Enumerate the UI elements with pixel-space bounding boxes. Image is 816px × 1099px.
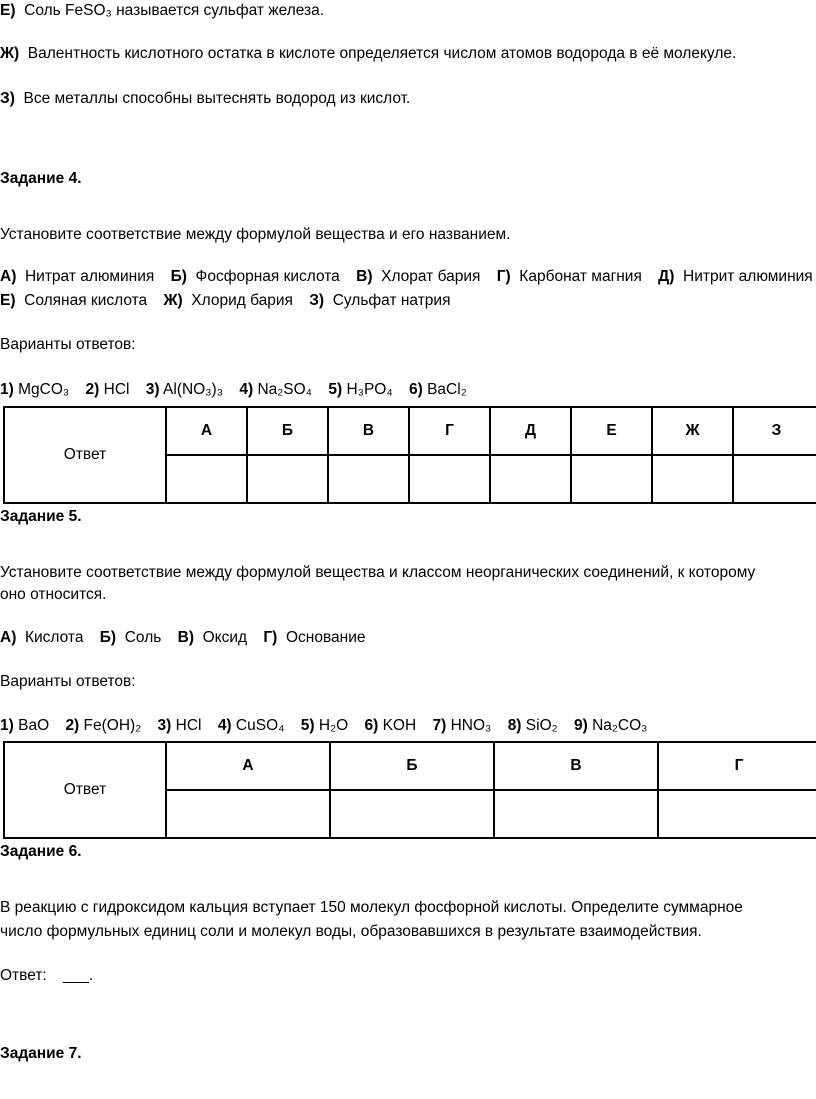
option-text: Сульфат натрия [332, 292, 451, 309]
column-header: Б [247, 407, 328, 455]
answer-cell[interactable] [330, 790, 494, 838]
option-number: 1) [0, 717, 14, 734]
column-header: В [328, 407, 409, 455]
answer-cell[interactable] [733, 455, 816, 503]
option-number: 5) [300, 717, 315, 734]
option-number: 4) [217, 717, 232, 734]
option-number: 6) [408, 381, 423, 398]
column-header: Ж [652, 407, 733, 455]
task4-prompt: Установите соответствие между формулой вещества и его названием. [0, 226, 511, 243]
option-formula: KOH [382, 717, 417, 734]
task5-options [0, 716, 647, 736]
option-number: 2) [65, 717, 80, 734]
option-number: 2) [85, 381, 100, 398]
statement-e [0, 1, 324, 21]
statement-label: З) [0, 90, 15, 107]
statement-text: Все металлы способны вытеснять водород из кислот. [23, 90, 411, 107]
task4-variants-label: Варианты ответов: [0, 336, 136, 353]
answer-cell[interactable] [166, 790, 330, 838]
task4-options [0, 380, 467, 400]
option-number: 1) [0, 381, 14, 398]
option-formula: HCl [175, 717, 202, 734]
column-header: Д [490, 407, 571, 455]
option-formula: H₃PO₄ [346, 381, 393, 398]
option-text: Фосфорная кислота [195, 268, 340, 285]
statement-label: Ж) [0, 45, 20, 62]
answer-cell[interactable] [494, 790, 658, 838]
option-text: Карбонат магния [519, 268, 642, 285]
answer-cell[interactable] [652, 455, 733, 503]
option-formula: H₂O [318, 717, 349, 734]
column-header: Е [571, 407, 652, 455]
option-number: 9) [573, 717, 588, 734]
task5-classes [0, 628, 365, 648]
option-formula: Na₂SO₄ [257, 381, 313, 398]
option-label: Г) [496, 268, 511, 285]
option-formula: HCl [103, 381, 130, 398]
option-text: Оксид [202, 629, 248, 646]
task5-prompt-line1: Установите соответствие между формулой вещества и классом неорганических соединений, к которому [0, 564, 756, 581]
option-label: В) [177, 629, 194, 646]
answer-cell[interactable] [247, 455, 328, 503]
option-label: В) [356, 268, 373, 285]
task5-prompt-line2: оно относится. [0, 586, 107, 603]
option-formula: CuSO₄ [235, 717, 285, 734]
statement-zh [0, 44, 736, 64]
task4-names-line1 [0, 267, 813, 287]
option-number: 8) [507, 717, 522, 734]
column-header: А [166, 407, 247, 455]
option-number: 3) [145, 381, 160, 398]
option-number: 4) [239, 381, 254, 398]
column-header: Б [330, 742, 494, 790]
task4-answer-table [3, 406, 816, 504]
task5-answer-table [3, 741, 816, 839]
option-text: Основание [285, 629, 366, 646]
option-label: Ж) [163, 292, 183, 309]
option-formula: BaCl₂ [427, 381, 467, 398]
task6-answer [0, 966, 93, 986]
option-label: Б) [170, 268, 187, 285]
statement-text: Соль FeSO₃ называется сульфат железа. [24, 2, 325, 19]
option-label: Д) [658, 268, 675, 285]
task4-names-line2 [0, 291, 450, 311]
option-formula: BaO [18, 717, 50, 734]
task6-text-line1: В реакцию с гидроксидом кальция вступает 150 молекул фосфорной кислоты. Определите суммарное [0, 899, 743, 916]
option-label: Г) [263, 629, 278, 646]
statement-z [0, 89, 410, 109]
option-label: З) [309, 292, 325, 309]
answer-cell[interactable] [571, 455, 652, 503]
task6-title: Задание 6. [0, 843, 82, 860]
option-text: Хлорид бария [191, 292, 293, 309]
answer-cell[interactable] [409, 455, 490, 503]
option-number: 5) [328, 381, 343, 398]
option-formula: Al(NO₃)₃ [163, 381, 224, 398]
task6-text-line2: число формульных единиц соли и молекул воды, образовавшихся в результате взаимодействия. [0, 923, 702, 940]
option-number: 3) [157, 717, 172, 734]
answer-cell[interactable] [166, 455, 247, 503]
answer-label: Ответ: [0, 967, 47, 984]
answer-row-label: Ответ [4, 407, 166, 503]
option-number: 7) [432, 717, 447, 734]
option-number: 6) [364, 717, 379, 734]
option-label: А) [0, 629, 17, 646]
option-text: Соль [124, 629, 162, 646]
task5-title: Задание 5. [0, 508, 82, 525]
option-formula: SiO₂ [525, 717, 558, 734]
option-formula: MgCO₃ [18, 381, 70, 398]
answer-cell[interactable] [490, 455, 571, 503]
answer-blank[interactable]: ___. [63, 967, 94, 984]
column-header: А [166, 742, 330, 790]
task4-title: Задание 4. [0, 170, 82, 187]
statement-label: Е) [0, 2, 16, 19]
option-formula: Na₂CO₃ [592, 717, 648, 734]
option-text: Нитрат алюминия [24, 268, 155, 285]
statement-text: Валентность кислотного остатка в кислоте определяется числом атомов водорода в её молекуле. [27, 45, 737, 62]
option-text: Кислота [24, 629, 84, 646]
column-header: Г [658, 742, 816, 790]
task5-variants-label: Варианты ответов: [0, 673, 136, 690]
option-text: Нитрит алюминия [683, 268, 813, 285]
option-formula: Fe(OH)₂ [83, 717, 142, 734]
answer-cell[interactable] [658, 790, 816, 838]
answer-cell[interactable] [328, 455, 409, 503]
option-label: Е) [0, 292, 16, 309]
answer-row-label: Ответ [4, 742, 166, 838]
option-text: Соляная кислота [24, 292, 148, 309]
option-label: Б) [99, 629, 117, 646]
option-text: Хлорат бария [381, 268, 481, 285]
option-label: А) [0, 268, 17, 285]
column-header: Г [409, 407, 490, 455]
option-formula: HNO₃ [450, 717, 492, 734]
column-header: З [733, 407, 816, 455]
column-header: В [494, 742, 658, 790]
task7-title: Задание 7. [0, 1045, 82, 1062]
